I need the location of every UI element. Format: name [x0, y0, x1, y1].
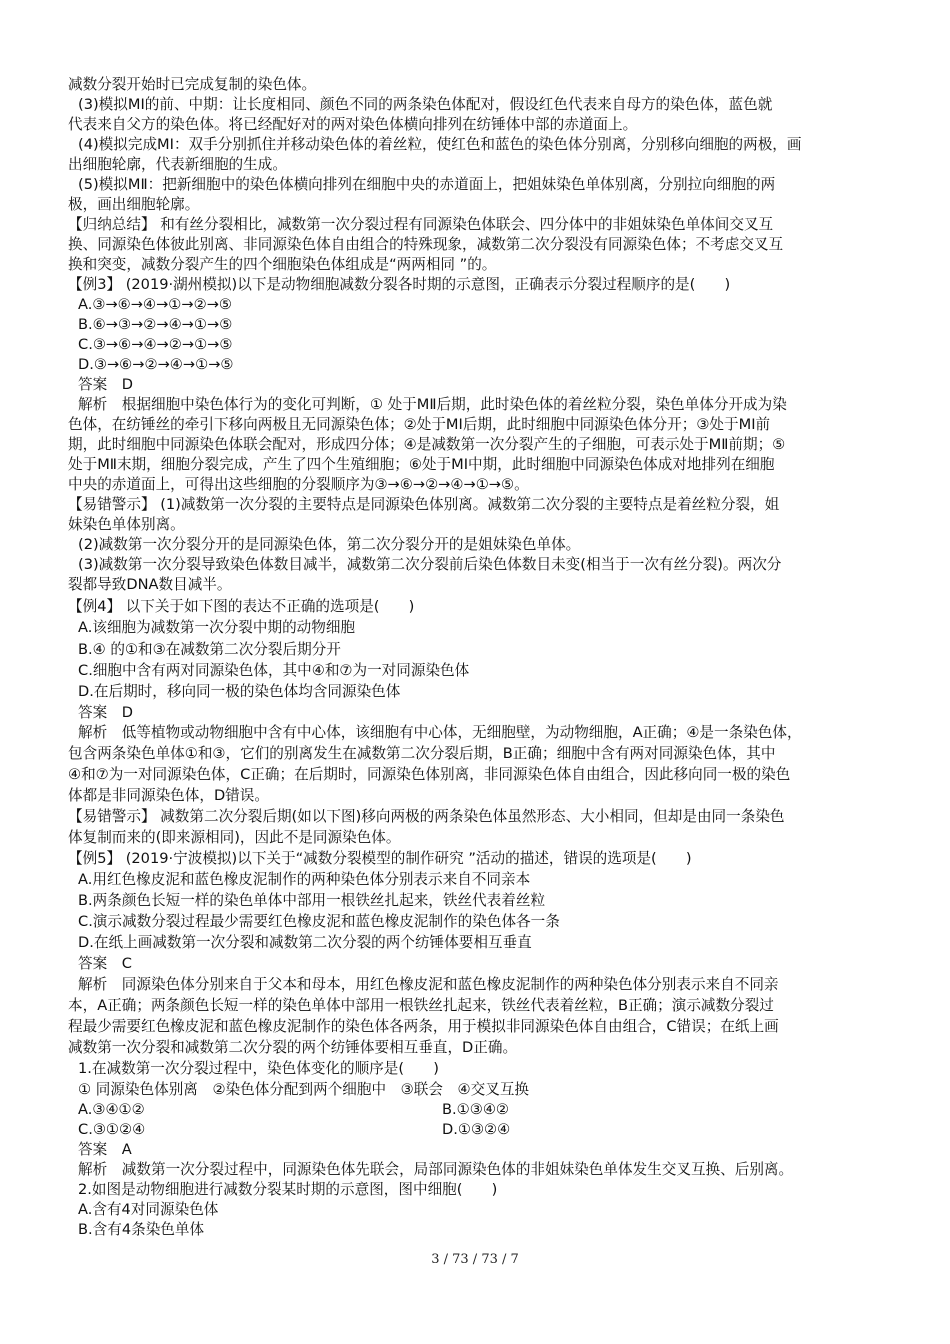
text-line: 本，A正确；两条颜色长短一样的染色单体中部用一根铁丝扎起来，铁丝代表着丝粒，B正确；演示减数分裂过: [68, 997, 774, 1014]
option-b: B.两条颜色长短一样的染色单体中部用一根铁丝扎起来，铁丝代表着丝粒: [78, 892, 546, 909]
text-line: 中央的赤道面上，可得出这些细胞的分裂顺序为③→⑥→②→④→①→⑤。: [68, 476, 529, 493]
text-line: (2)减数第一次分裂分开的是同源染色体，第二次分裂分开的是姐妹染色单体。: [78, 536, 581, 553]
option-b: B.④ 的①和③在减数第二次分裂后期分开: [78, 641, 341, 658]
text-line: 妹染色单体别离。: [68, 516, 185, 533]
text-line: 换、同源染色体彼此别离、非同源染色体自由组合的特殊现象，减数第二次分裂没有同源染色体；不考虑交叉互: [68, 236, 784, 253]
answer: 答案 C: [78, 955, 132, 972]
option-d: D.在后期时，移向同一极的染色体均含同源染色体: [78, 683, 401, 700]
option-a: A.③④①②: [78, 1101, 145, 1118]
answer: 答案 D: [78, 704, 134, 721]
analysis: 解析 低等植物或动物细胞中含有中心体，该细胞有中心体，无细胞壁，为动物细胞，A正确；④是一条染色体，: [78, 724, 802, 741]
warning-heading: 【易错警示】 减数第二次分裂后期(如以下图)移向两极的两条染色体虽然形态、大小相同，但却是由同一条染色: [68, 808, 785, 825]
text-line: 换和突变，减数分裂产生的四个细胞染色体组成是“两两相同 ”的。: [68, 256, 497, 273]
example-5-question: 【例5】 (2019·宁波模拟)以下关于“减数分裂模型的制作研究 ”活动的描述，错误的选项是( ): [68, 850, 692, 867]
option-a: A.含有4对同源染色体: [78, 1201, 219, 1218]
option-row: [78, 1120, 898, 1140]
option-b: B.⑥→③→②→④→①→⑤: [78, 316, 233, 333]
page-number: 3 / 73 / 73 / 7: [431, 1252, 519, 1267]
analysis: 解析 同源染色体分别来自于父本和母本，用红色橡皮泥和蓝色橡皮泥制作的两种染色体分别表示来自不同亲: [78, 976, 779, 993]
option-d: D.在纸上画减数第一次分裂和减数第二次分裂的两个纺锤体要相互垂直: [78, 934, 532, 951]
option-a: A.③→⑥→④→①→②→⑤: [78, 296, 233, 313]
analysis: 解析 减数第一次分裂过程中，同源染色体先联会，局部同源染色体的非姐妹染色单体发生交叉互换、后别离。: [78, 1161, 794, 1178]
answer: 答案 D: [78, 376, 134, 393]
option-d: D.①③②④: [442, 1121, 511, 1138]
text-line: 极，画出细胞轮廓。: [68, 196, 200, 213]
option-b: B.含有4条染色单体: [78, 1221, 205, 1238]
text-line: 体都是非同源染色体，D错误。: [68, 787, 269, 804]
question-1: 1.在减数第一次分裂过程中，染色体变化的顺序是( ): [78, 1060, 439, 1077]
text-line: 色体，在纺锤丝的牵引下移向两极且无同源染色体；②处于MⅠ后期，此时细胞中同源染色体分开；③处于MⅠ前: [68, 416, 771, 433]
answer: 答案 A: [78, 1141, 132, 1158]
option-c: C.演示减数分裂过程最少需要红色橡皮泥和蓝色橡皮泥制作的染色体各一条: [78, 913, 560, 930]
text-line: 裂都导致DNA数目减半。: [68, 576, 232, 593]
option-a: A.用红色橡皮泥和蓝色橡皮泥制作的两种染色体分别表示来自不同亲本: [78, 871, 531, 888]
option-c: C.③→⑥→④→②→①→⑤: [78, 336, 233, 353]
example-4-question: 【例4】 以下关于如下图的表达不正确的选项是( ): [68, 598, 415, 615]
option-d: D.③→⑥→②→④→①→⑤: [78, 356, 234, 373]
text-line: (4)模拟完成MⅠ：双手分别抓住并移动染色体的着丝粒，使红色和蓝色的染色体分别离，分别移向细胞的两极，画: [78, 136, 802, 153]
example-3-question: 【例3】 (2019·湖州模拟)以下是动物细胞减数分裂各时期的示意图，正确表示分裂过程顺序的是( ): [68, 276, 731, 293]
option-a: A.该细胞为减数第一次分裂中期的动物细胞: [78, 619, 356, 636]
summary-heading: 【归纳总结】 和有丝分裂相比，减数第一次分裂过程有同源染色体联会、四分体中的非姐妹染色单体间交叉互: [68, 216, 774, 233]
text-line: ④和⑦为一对同源染色体，C正确；在后期时，同源染色体别离，非同源染色体自由组合，因此移向同一极的染色: [68, 766, 791, 783]
text-line: (3)减数第一次分裂导致染色体数目减半，减数第二次分裂前后染色体数目未变(相当于一次有丝分裂)。两次分: [78, 556, 782, 573]
text-line: 程最少需要红色橡皮泥和蓝色橡皮泥制作的染色体各两条，用于模拟非同源染色体自由组合，C错误；在纸上画: [68, 1018, 779, 1035]
text-line: 代表来自父方的染色体。将已经配好对的两对染色体横向排列在纺锤体中部的赤道面上。: [68, 116, 638, 133]
option-b: B.①③④②: [442, 1101, 509, 1118]
question-1-items: ① 同源染色体别离 ②染色体分配到两个细胞中 ③联会 ④交叉互换: [78, 1081, 530, 1098]
text-line: 体复制而来的(即来源相同)，因此不是同源染色体。: [68, 829, 401, 846]
warning-heading: 【易错警示】 (1)减数第一次分裂的主要特点是同源染色体别离。减数第二次分裂的主要特点是着丝粒分裂，姐: [68, 496, 780, 513]
text-line: 减数分裂开始时已完成复制的染色体。: [68, 76, 317, 93]
option-c: C.③①②④: [78, 1121, 146, 1138]
text-line: 出细胞轮廓，代表新细胞的生成。: [68, 156, 287, 173]
text-line: (3)模拟MⅠ的前、中期：让长度相同、颜色不同的两条染色体配对，假设红色代表来自母方的染色体，蓝色就: [78, 96, 773, 113]
analysis: 解析 根据细胞中染色体行为的变化可判断，① 处于MⅡ后期，此时染色体的着丝粒分裂，染色单体分开成为染: [78, 396, 787, 413]
text-line: 期，此时细胞中同源染色体联会配对，形成四分体；④是减数第一次分裂产生的子细胞，可表示处于MⅡ前期；⑤: [68, 436, 786, 453]
text-line: 包含两条染色单体①和③，它们的别离发生在减数第二次分裂后期，B正确；细胞中含有两对同源染色体，其中: [68, 745, 776, 762]
text-line: 处于MⅡ末期，细胞分裂完成，产生了四个生殖细胞；⑥处于MⅠ中期，此时细胞中同源染色体成对地排列在细胞: [68, 456, 775, 473]
option-row: [78, 1100, 898, 1120]
text-line: 减数第一次分裂和减数第二次分裂的两个纺锤体要相互垂直，D正确。: [68, 1039, 518, 1056]
option-c: C.细胞中含有两对同源染色体，其中④和⑦为一对同源染色体: [78, 662, 470, 679]
question-2: 2.如图是动物细胞进行减数分裂某时期的示意图，图中细胞( ): [78, 1181, 498, 1198]
text-line: (5)模拟MⅡ：把新细胞中的染色体横向排列在细胞中央的赤道面上，把姐妹染色单体别离，分别拉向细胞的两: [78, 176, 776, 193]
